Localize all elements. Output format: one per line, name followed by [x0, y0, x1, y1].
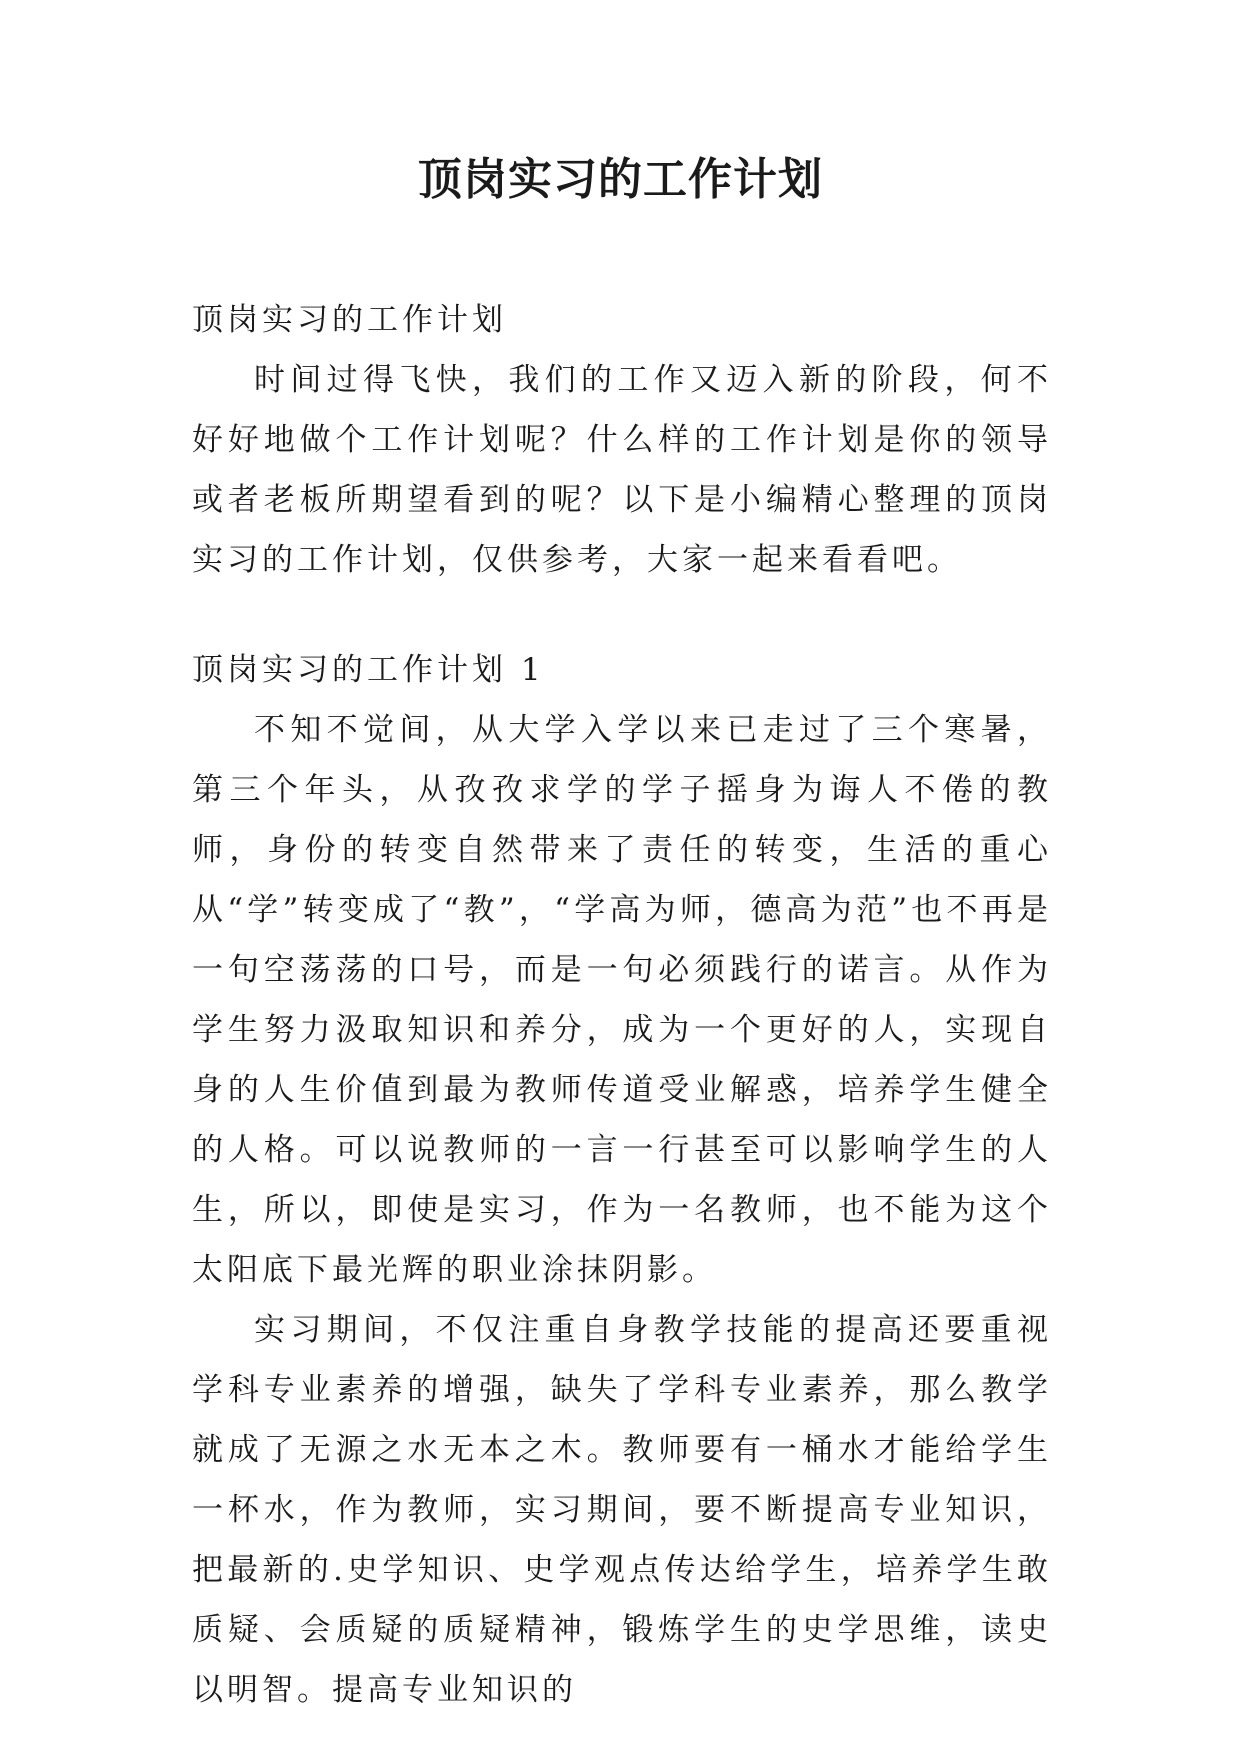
intro-paragraph: 时间过得飞快，我们的工作又迈入新的阶段，何不好好地做个工作计划呢？什么样的工作计划是你的领导或者老板所期望看到的呢？以下是小编精心整理的顶岗实习的工作计划，仅供参考，大家一起来看看吧。: [192, 362, 1052, 578]
document-body: [192, 290, 1052, 1720]
document-title: 顶岗实习的工作计划: [418, 154, 823, 205]
section1-heading: 顶岗实习的工作计划 1: [192, 652, 545, 688]
section-spacer: [192, 590, 1052, 640]
section1-paragraph-1: 不知不觉间，从大学入学以来已走过了三个寒暑，第三个年头，从孜孜求学的学子摇身为诲人不倦的教师，身份的转变自然带来了责任的转变，生活的重心从“学”转变成了“教”，“学高为师，德高为范”也不再是一句空荡荡的口号，而是一句必须践行的诺言。从作为学生努力汲取知识和养分，成为一个更好的人，实现自身的人生价值到最为教师传道受业解惑，培养学生健全的人格。可以说教师的一言一行甚至可以影响学生的人生，所以，即使是实习，作为一名教师，也不能为这个太阳底下最光辉的职业涂抹阴影。: [192, 712, 1052, 1288]
intro-heading: 顶岗实习的工作计划: [192, 302, 507, 338]
section1-paragraph-2: 实习期间，不仅注重自身教学技能的提高还要重视学科专业素养的增强，缺失了学科专业素养，那么教学就成了无源之水无本之木。教师要有一桶水才能给学生一杯水，作为教师，实习期间，要不断提高专业知识，把最新的.史学知识、史学观点传达给学生，培养学生敢质疑、会质疑的质疑精神，锻炼学生的史学思维，读史以明智。提高专业知识的: [192, 1312, 1052, 1708]
